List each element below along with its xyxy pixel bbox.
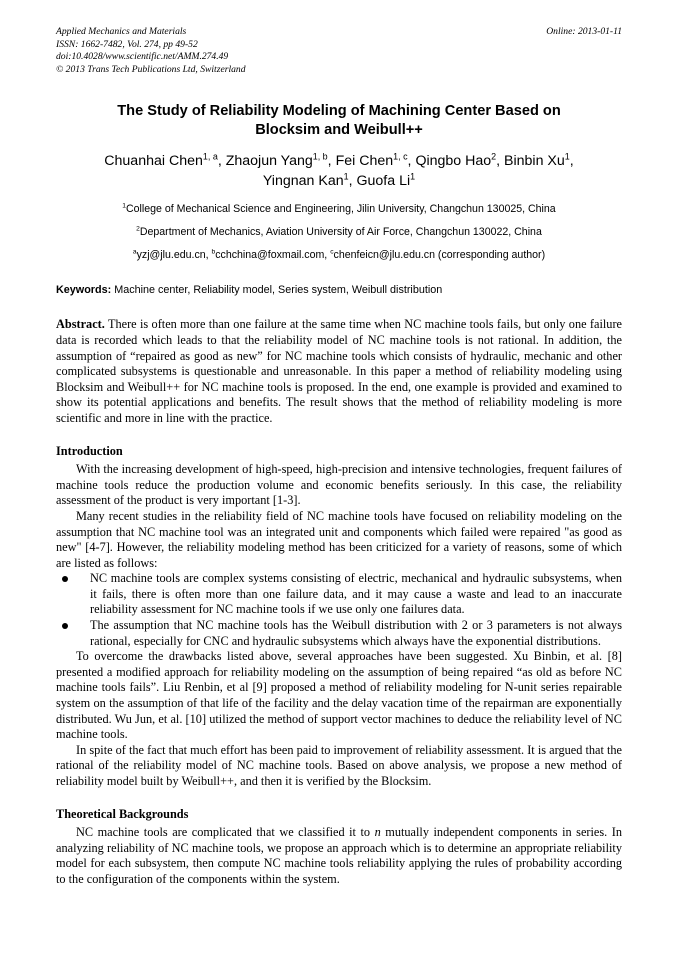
email-marker-c: c bbox=[330, 248, 334, 256]
email-c: chenfeicn@jlu.edu.cn (corresponding author) bbox=[333, 249, 546, 262]
journal-copyright: © 2013 Trans Tech Publications Ltd, Switzerland bbox=[56, 63, 246, 75]
author-affiliation-marker: 1, a bbox=[202, 151, 218, 162]
theoretical-variable-n: n bbox=[374, 825, 381, 840]
list-item-text: The assumption that NC machine tools has the Weibull distribution with 2 or 3 parameters is not always rational, especially for CNC and hydraulic subsystems which always have the exponential distributions. bbox=[90, 618, 622, 648]
affiliation-text: Department of Mechanics, Aviation University of Air Force, Changchun 130022, China bbox=[139, 226, 542, 239]
email-marker-a: a bbox=[132, 248, 137, 256]
intro-paragraph-1: With the increasing development of high-speed, high-precision and intensive technologies, frequent failures of machine tools reduce the production volume and economic benefits seriously. In this case, the reliability assessment of the product is very important [1-3]. bbox=[56, 462, 622, 508]
keywords-text: Machine center, Reliability model, Series system, Weibull distribution bbox=[111, 284, 443, 297]
author-affiliation-marker: 1, c bbox=[393, 151, 408, 162]
theoretical-paragraph-1 bbox=[56, 825, 622, 887]
abstract-block bbox=[56, 317, 622, 426]
keywords-label: Keywords: bbox=[56, 284, 112, 297]
author-affiliation-marker: 1 bbox=[564, 151, 570, 162]
author-affiliation-marker: 1 bbox=[410, 171, 416, 182]
author-separator: , bbox=[348, 173, 357, 190]
theoretical-text-post: mutually independent components in series. In analyzing reliability of NC machine tools, we propose an approach which is to determine an appropriate reliability model for each subsystem, then compute NC machine tools reliability applying the rules of probability according to the configuration of the components within the system. bbox=[56, 825, 622, 886]
section-heading-theoretical-backgrounds: Theoretical Backgrounds bbox=[56, 806, 189, 821]
bullet-dot-icon bbox=[62, 623, 68, 629]
email-a: yzj@jlu.edu.cn, bbox=[136, 249, 212, 262]
intro-paragraph-2: Many recent studies in the reliability field of NC machine tools have focused on reliability modeling on the assumption that NC machine tool was an integrated unit and components which failed were repaired "as good as new" [4-7]. However, the reliability modeling method has been criticized for a variety of reasons, some of which are listed as follows: bbox=[56, 508, 622, 570]
affiliation-marker: 1 bbox=[122, 202, 126, 210]
affiliation-item bbox=[56, 225, 622, 239]
title-line-2: Blocksim and Weibull++ bbox=[255, 122, 423, 139]
journal-doi: doi:10.4028/www.scientific.net/AMM.274.49 bbox=[56, 51, 229, 63]
list-item-text: NC machine tools are complex systems consisting of electric, mechanical and hydraulic subsystems, when it fails, there is often more than one failure data, and it may cause a waste and lead to an inaccurate reliability assessment for NC machine tools if we use only one failures data. bbox=[90, 571, 622, 617]
online-date: Online: 2013-01-11 bbox=[546, 26, 622, 37]
abstract-text: There is often more than one failure at the same time when NC machine tools fails, but only one failure data is recorded which leads to that the reliability model of NC machine tools is not rational. In addition, the assumption of “repaired as good as new” for NC machine tools which consists of hydraulic, mechanic and other complicated subsystems is questionable and unreasonable. In this paper a method of reliability modeling using Blocksim and Weibull++ for NC machine tools is proposed. In the end, one example is provided and examined to show its potential applications and benefits. The result shows that the method of reliability modeling is more scientific and more in line with the practice. bbox=[56, 317, 622, 425]
author-name: Chuanhai Chen bbox=[104, 153, 203, 170]
author-separator: , bbox=[327, 153, 336, 170]
affiliation-item bbox=[56, 202, 622, 216]
journal-header bbox=[56, 26, 622, 76]
author-affiliation-marker: 2 bbox=[491, 151, 497, 162]
author-name: Yingnan Kan bbox=[262, 173, 344, 190]
author-list bbox=[56, 151, 622, 191]
bullet-dot-icon bbox=[62, 576, 68, 582]
author-name: Zhaojun Yang bbox=[225, 153, 313, 170]
author-name: Guofa Li bbox=[356, 173, 411, 190]
author-name: Binbin Xu bbox=[504, 153, 565, 170]
theoretical-text-pre: NC machine tools are complicated that we classified it to bbox=[76, 825, 375, 840]
intro-paragraph-4: In spite of the fact that much effort has been paid to improvement of reliability assessment. It is argued that the rational of the reliability model of NC machine tools. Based on above analysis, we propose a new method of reliability model built by Weibull++, and then it is verified by the Blocksim. bbox=[56, 742, 622, 788]
author-line-2 bbox=[263, 173, 415, 189]
affiliation-list bbox=[56, 202, 622, 262]
list-item bbox=[56, 618, 622, 649]
journal-issn: ISSN: 1662-7482, Vol. 274, pp 49-52 bbox=[56, 38, 198, 50]
email-marker-b: b bbox=[211, 248, 216, 256]
author-line-1 bbox=[104, 153, 573, 169]
author-affiliation-marker: 1 bbox=[343, 171, 349, 182]
author-name: Qingbo Hao bbox=[415, 153, 492, 170]
page-title bbox=[56, 102, 622, 140]
intro-paragraph-3: To overcome the drawbacks listed above, several approaches have been suggested. Xu Binbin, et al. [8] presented a modified approach for reliability modeling on the assumption of being repaired “as old as before NC machine tools fails”. Liu Renbin, et al [9] proposed a method of reliability modeling for N-unit series repairable system on the assumption of that life of the facility and the delay vacation time of the repairman are exponentially distributed. Wu Jun, et al. [10] utilized the method of support vector machines to deduce the reliability level of NC machine tools. bbox=[56, 649, 622, 742]
keywords-line bbox=[56, 283, 622, 297]
title-line-1: The Study of Reliability Modeling of Machining Center Based on bbox=[117, 103, 561, 120]
author-separator: , bbox=[496, 153, 505, 170]
author-separator: , bbox=[217, 153, 226, 170]
list-item bbox=[56, 571, 622, 618]
author-separator: , bbox=[407, 153, 416, 170]
journal-name: Applied Mechanics and Materials bbox=[56, 26, 187, 37]
intro-bullet-list bbox=[56, 571, 622, 649]
author-affiliation-marker: 1, b bbox=[312, 151, 328, 162]
section-heading-introduction: Introduction bbox=[56, 443, 123, 458]
email-b: cchchina@foxmail.com, bbox=[215, 249, 331, 262]
author-separator: , bbox=[569, 153, 574, 170]
abstract-label: Abstract. bbox=[56, 317, 105, 332]
author-emails bbox=[56, 248, 622, 262]
author-name: Fei Chen bbox=[335, 153, 394, 170]
affiliation-text: College of Mechanical Science and Engineering, Jilin University, Changchun 130025, China bbox=[126, 203, 556, 216]
affiliation-marker: 2 bbox=[136, 225, 140, 233]
